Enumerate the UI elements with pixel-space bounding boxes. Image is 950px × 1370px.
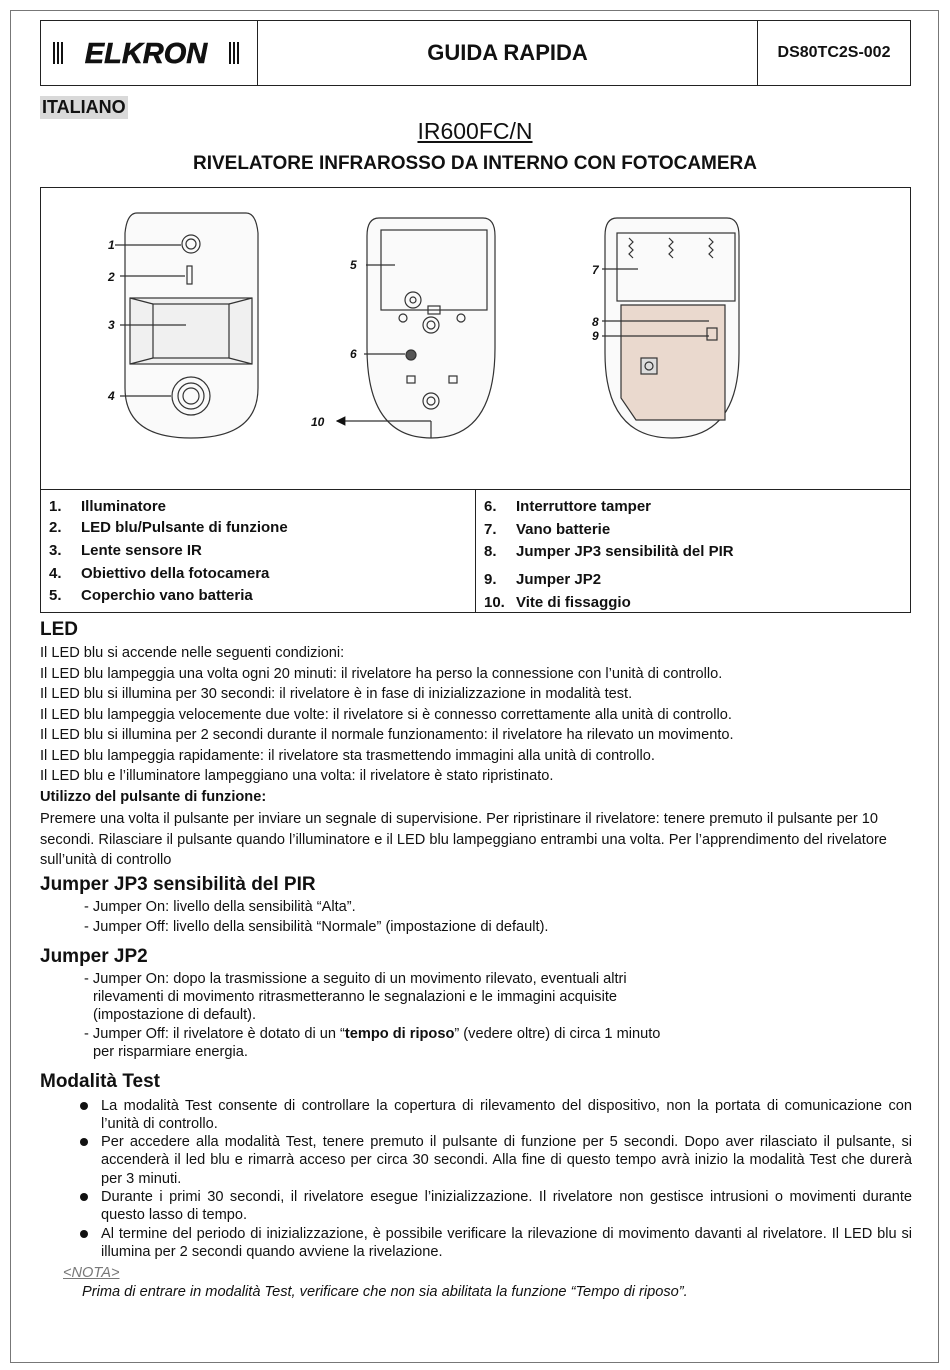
legend-item: 4. Obiettivo della fotocamera (49, 565, 270, 582)
device-drawing (41, 188, 910, 489)
led-line: Il LED blu lampeggia una volta ogni 20 minuti: il rivelatore ha perso la connessione con l’unità di controllo. (40, 666, 723, 682)
device-illustrations (41, 188, 910, 489)
test-heading: Modalità Test (40, 1071, 160, 1092)
nota-label: <NOTA> (63, 1265, 120, 1281)
legend-table (41, 489, 910, 613)
led-line: Il LED blu si illumina per 2 secondi durante il normale funzionamento: il rivelatore ha rilevato un movimento. (40, 727, 734, 743)
led-heading: LED (40, 619, 78, 640)
logo-cell (41, 21, 258, 85)
legend-item: 5. Coperchio vano batteria (49, 587, 253, 604)
callout-7: 7 (592, 263, 599, 277)
legend-item: 1. Illuminatore (49, 498, 167, 515)
led-line: Il LED blu si accende nelle seguenti condizioni: (40, 645, 345, 661)
jp3-item: - Jumper Off: livello della sensibilità “Normale” (impostazione di default). (84, 919, 549, 935)
back-view (337, 218, 495, 438)
callout-4: 4 (108, 389, 115, 403)
jp3-item: - Jumper On: livello della sensibilità “Alta”. (84, 899, 356, 915)
test-bullet: Per accedere alla modalità Test, tenere premuto il pulsante di funzione per 5 secondi. Dopo aver rilasciato il pulsante, si accenderà il led blu e rimarrà acceso per circa 30 secondi. Alla fine di questo tempo avrà inizio la modalità Test che durerà per 3 minuti. (80, 1133, 912, 1188)
legend-left-col (41, 490, 476, 613)
test-bullet: Al termine del periodo di inizializzazione, è possibile verificare la rilevazione di movimento davanti al rivelatore. Il LED blu si illumina per 2 secondi quando avviene la rivelazione. (80, 1225, 912, 1262)
legend-item: 3. Lente sensore IR (49, 542, 202, 559)
elkron-logo (51, 36, 247, 70)
doc-code: DS80TC2S-002 (777, 44, 891, 61)
callout-3: 3 (108, 318, 115, 332)
callout-5: 5 (350, 258, 357, 272)
logo-text: ELKRON (84, 38, 208, 70)
header-table (40, 20, 911, 86)
led-line: Il LED blu lampeggia rapidamente: il rivelatore sta trasmettendo immagini alla unità di controllo. (40, 748, 655, 764)
product-subtitle: RIVELATORE INFRAROSSO DA INTERNO CON FOTOCAMERA (192, 153, 758, 174)
open-view (602, 218, 739, 438)
nota-text: Prima di entrare in modalità Test, verificare che non sia abilitata la funzione “Tempo di riposo”. (82, 1284, 688, 1300)
led-line: Il LED blu lampeggia velocemente due volte: il rivelatore si è connesso correttamente alla unità di controllo. (40, 707, 732, 723)
legend-item: 10. Vite di fissaggio (484, 594, 631, 611)
jp2-on-line: (impostazione di default). (93, 1007, 257, 1023)
doc-title: GUIDA RAPIDA (258, 21, 758, 85)
jp3-heading: Jumper JP3 sensibilità del PIR (40, 874, 316, 895)
test-bullet: Durante i primi 30 secondi, il rivelatore esegue l’inizializzazione. Il rivelatore non gestisce intrusioni o movimenti durante questo lasso di tempo. (80, 1188, 912, 1225)
front-view (115, 213, 258, 438)
button-usage-text: Premere una volta il pulsante per inviare un segnale di supervisione. Per ripristinare il rivelatore: tenere premuto il pulsante per 10 secondi. Rilasciare il pulsante quando l’illuminatore e il LED blu lampeggiano entrambi una volta. Per l’apprendimento del rivelatore sull’unità di controllo (40, 811, 887, 868)
callout-6: 6 (350, 347, 357, 361)
model-title: IR600FC/N (417, 118, 533, 144)
figure-box (40, 187, 911, 613)
led-line: Il LED blu e l’illuminatore lampeggiano una volta: il rivelatore è stato ripristinato. (40, 768, 554, 784)
callout-1: 1 (108, 238, 115, 252)
legend-item: 6. Interruttore tamper (484, 498, 652, 515)
legend-item: 9. Jumper JP2 (484, 571, 602, 588)
test-bullet: La modalità Test consente di controllare la copertura di rilevamento del dispositivo, non la portata di comunicazione con l’unità di controllo. (80, 1097, 912, 1134)
legend-item: 7. Vano batterie (484, 521, 611, 538)
language-label: ITALIANO (42, 97, 126, 117)
callout-8: 8 (592, 315, 599, 329)
led-line: Il LED blu si illumina per 30 secondi: il rivelatore è in fase di inizializzazione in modalità test. (40, 686, 633, 702)
jp2-heading: Jumper JP2 (40, 946, 148, 967)
legend-item: 2. LED blu/Pulsante di funzione (49, 519, 288, 536)
callout-9: 9 (592, 329, 599, 343)
jp2-on-line: rilevamenti di movimento ritrasmetteranno le segnalazioni e le immagini acquisite (93, 989, 617, 1005)
callout-2: 2 (108, 270, 115, 284)
legend-item: 8. Jumper JP3 sensibilità del PIR (484, 543, 734, 560)
jp2-off-cont: per risparmiare energia. (93, 1044, 248, 1060)
jp2-off-line: - Jumper Off: il rivelatore è dotato di un “tempo di riposo” (vedere oltre) di circa 1 minuto (84, 1026, 661, 1042)
button-usage-heading: Utilizzo del pulsante di funzione: (40, 789, 267, 805)
jp2-on-line: - Jumper On: dopo la trasmissione a seguito di un movimento rilevato, eventuali altri (84, 971, 627, 987)
callout-10: 10 (311, 415, 325, 429)
